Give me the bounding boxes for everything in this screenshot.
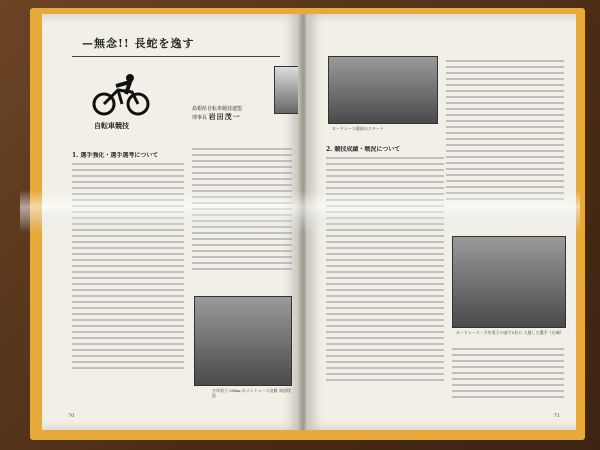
left-column-1: [72, 152, 184, 402]
sport-label: 自転車競技: [94, 121, 129, 130]
article-title: —無念!! 長蛇を逸す: [82, 37, 195, 50]
right-column-top: [446, 56, 564, 226]
book: [30, 8, 585, 440]
left-page: [42, 14, 300, 430]
right-column-bottom: [452, 344, 564, 414]
title-rule: [72, 56, 280, 57]
start-photo: [328, 56, 438, 124]
author-block: [192, 106, 300, 122]
page-number-right: 71: [553, 413, 560, 419]
left-column-2: [192, 144, 292, 292]
author-name: 岩田茂一: [208, 112, 241, 121]
section-heading-2: 2. 競技成績・戦況について: [326, 146, 401, 153]
right-column-1: [326, 146, 444, 416]
cyclist-icon: [92, 72, 152, 116]
right-page: [306, 14, 576, 430]
section-heading-1: 1. 選手強化・選手選考について: [72, 152, 159, 159]
road-race-caption: ロードレース・少年男子の部で5位に 入賞した選手（右端）: [456, 330, 564, 335]
page-number-left: 70: [68, 413, 75, 419]
author-role: 理事長: [192, 115, 208, 121]
author-org: 島根県自転車競技連盟: [192, 106, 243, 112]
start-photo-caption: ロードレース競技のスタート: [332, 126, 384, 131]
race-photo: [194, 296, 292, 386]
photo-caption: 少年男子 50km ポイントレース決勝 周回状況: [212, 388, 291, 398]
road-race-photo: [452, 236, 566, 328]
